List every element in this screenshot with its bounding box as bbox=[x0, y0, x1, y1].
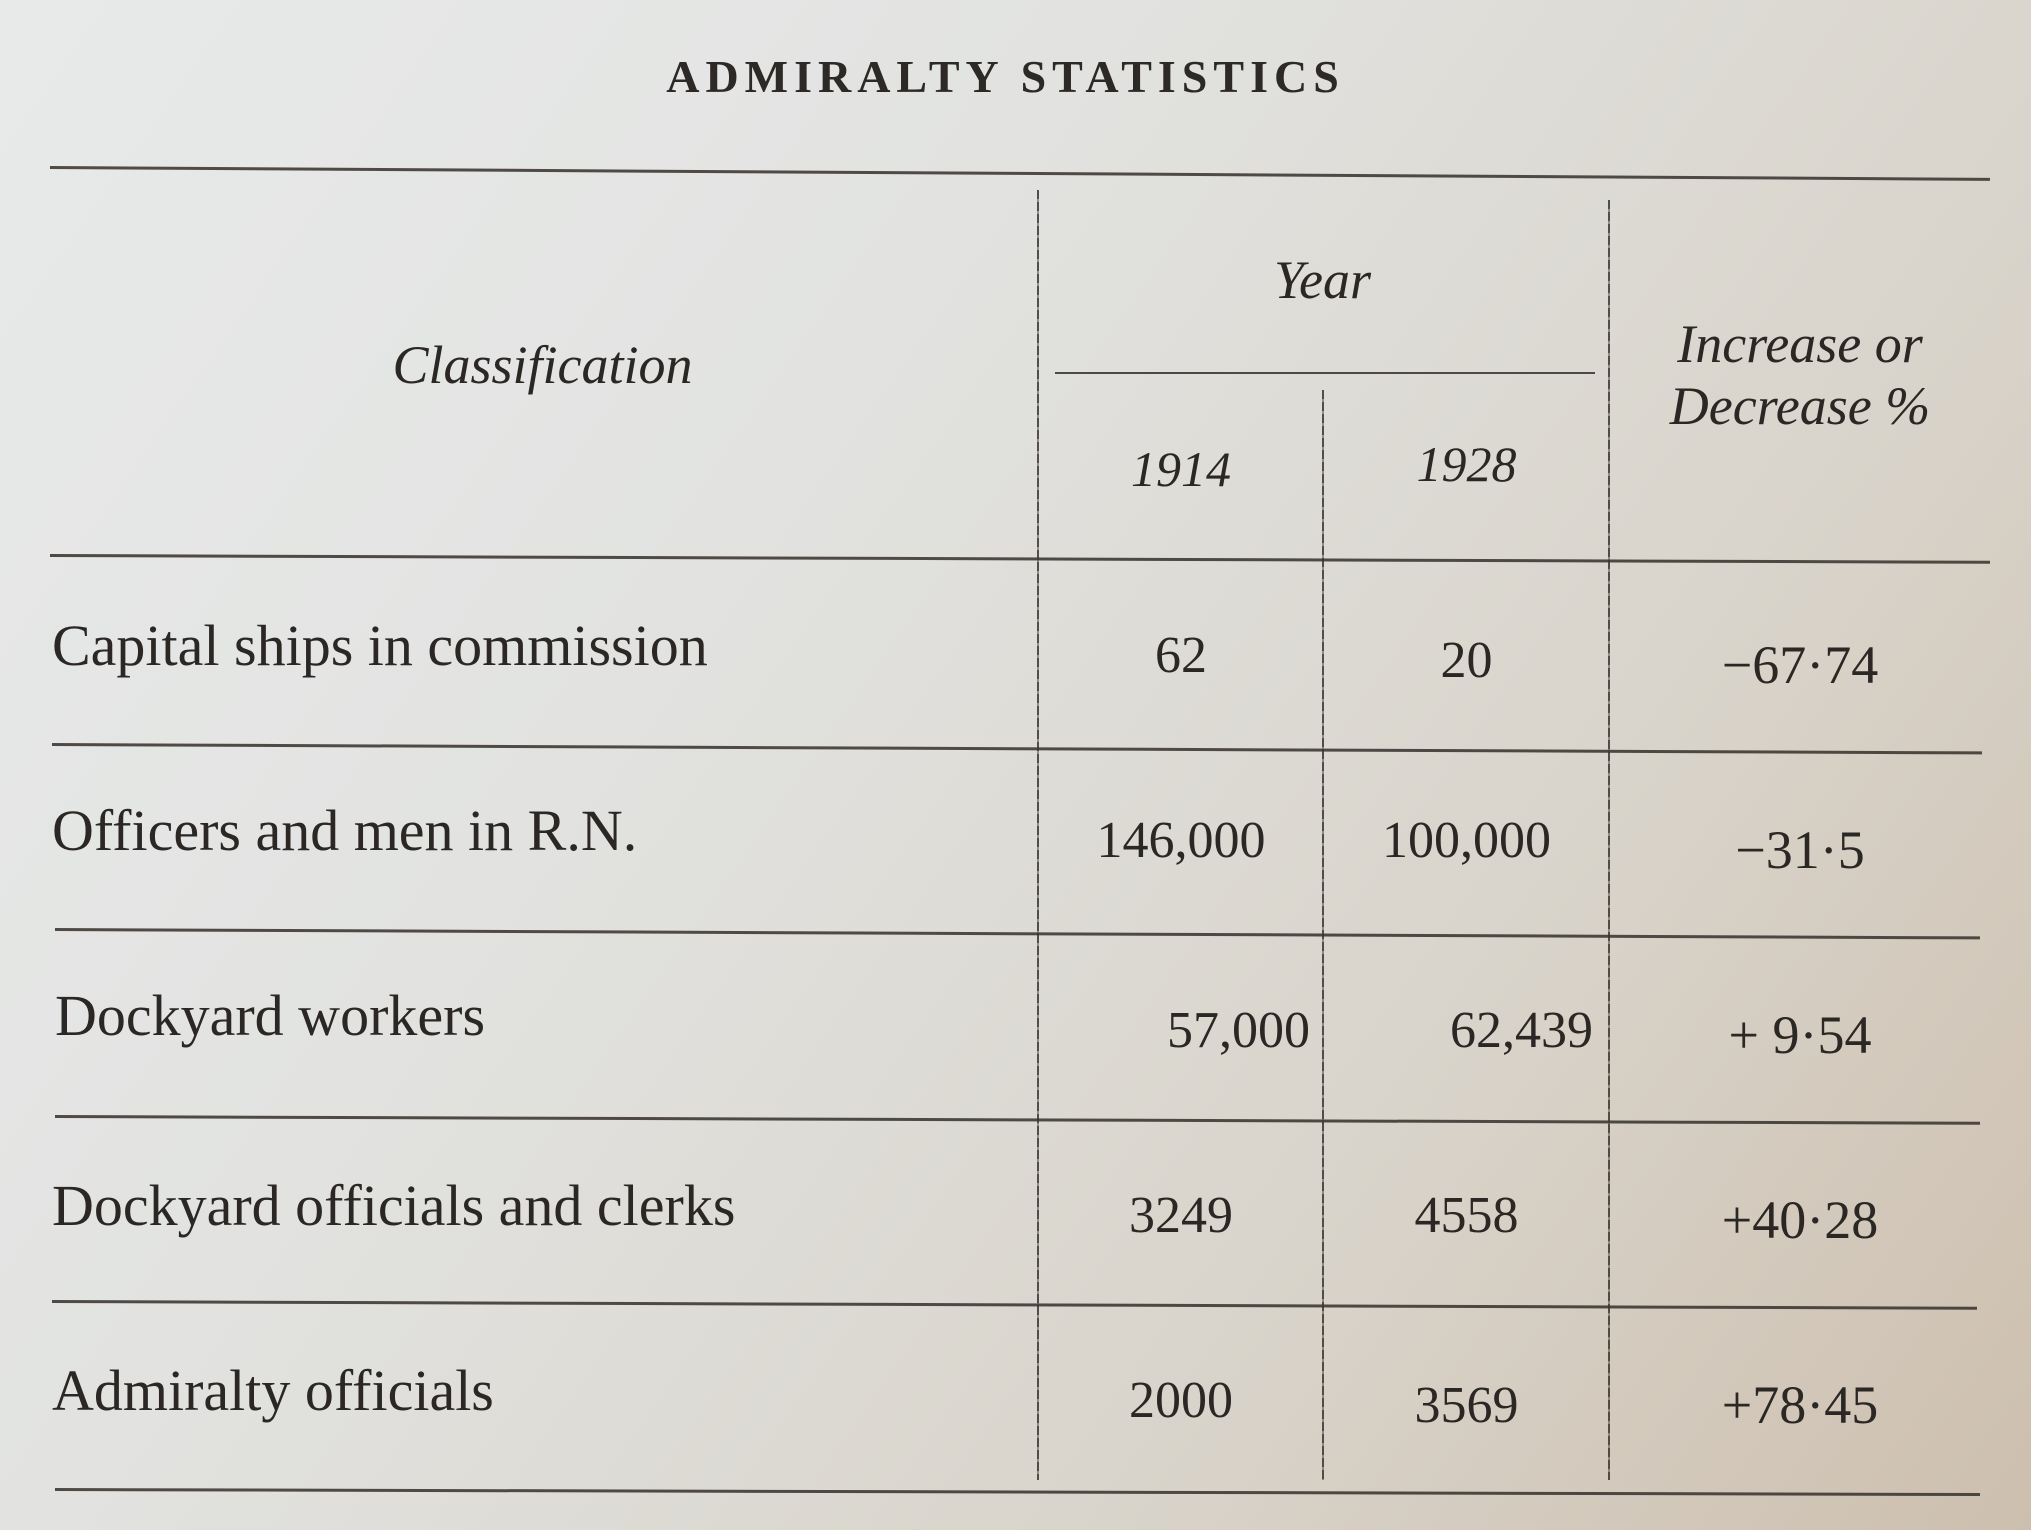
header-change-percent bbox=[1610, 290, 1990, 460]
header-year-1914: 1914 bbox=[1131, 441, 1231, 498]
row-change-percent: +78·45 bbox=[1721, 1375, 1879, 1435]
row-value-1928: 62,439 bbox=[1450, 1001, 1593, 1059]
table-bottom-rule bbox=[55, 1488, 1980, 1496]
row-rule bbox=[52, 1300, 1977, 1310]
row-classification: Capital ships in commission bbox=[52, 612, 708, 678]
header-change-line1: Increase or bbox=[1677, 313, 1923, 374]
row-change-percent: + 9·54 bbox=[1728, 1005, 1872, 1065]
column-divider-classification bbox=[1037, 190, 1039, 1480]
row-value-1914: 3249 bbox=[1129, 1186, 1233, 1244]
row-value-1914: 2000 bbox=[1129, 1371, 1233, 1429]
row-classification: Dockyard officials and clerks bbox=[52, 1172, 736, 1238]
row-change-percent: +40·28 bbox=[1721, 1190, 1879, 1250]
row-value-1928: 100,000 bbox=[1382, 811, 1551, 869]
header-bottom-rule bbox=[50, 554, 1990, 564]
row-classification: Dockyard workers bbox=[55, 982, 486, 1048]
row-rule bbox=[55, 928, 1980, 939]
table-top-rule bbox=[50, 166, 1990, 181]
running-head: ADMIRALTY STATISTICS bbox=[666, 51, 1345, 102]
header-classification: Classification bbox=[392, 334, 693, 395]
row-value-1914: 146,000 bbox=[1096, 811, 1266, 869]
row-rule bbox=[52, 743, 1982, 754]
row-value-1914: 62 bbox=[1155, 626, 1207, 684]
header-year-group: Year bbox=[1273, 249, 1372, 310]
row-change-percent: −67·74 bbox=[1721, 635, 1879, 695]
header-change-line2: Decrease % bbox=[1669, 376, 1931, 436]
row-value-1928: 4558 bbox=[1414, 1186, 1519, 1244]
row-value-1928: 3569 bbox=[1414, 1376, 1519, 1434]
row-classification: Officers and men in R.N. bbox=[52, 797, 638, 863]
row-classification: Admiralty officials bbox=[52, 1357, 494, 1423]
row-rule bbox=[55, 1115, 1980, 1125]
header-year-1928: 1928 bbox=[1416, 436, 1517, 493]
row-value-1928: 20 bbox=[1440, 631, 1493, 689]
row-value-1914: 57,000 bbox=[1167, 1001, 1310, 1059]
year-group-rule bbox=[1055, 372, 1595, 374]
row-change-percent: −31·5 bbox=[1735, 820, 1865, 880]
